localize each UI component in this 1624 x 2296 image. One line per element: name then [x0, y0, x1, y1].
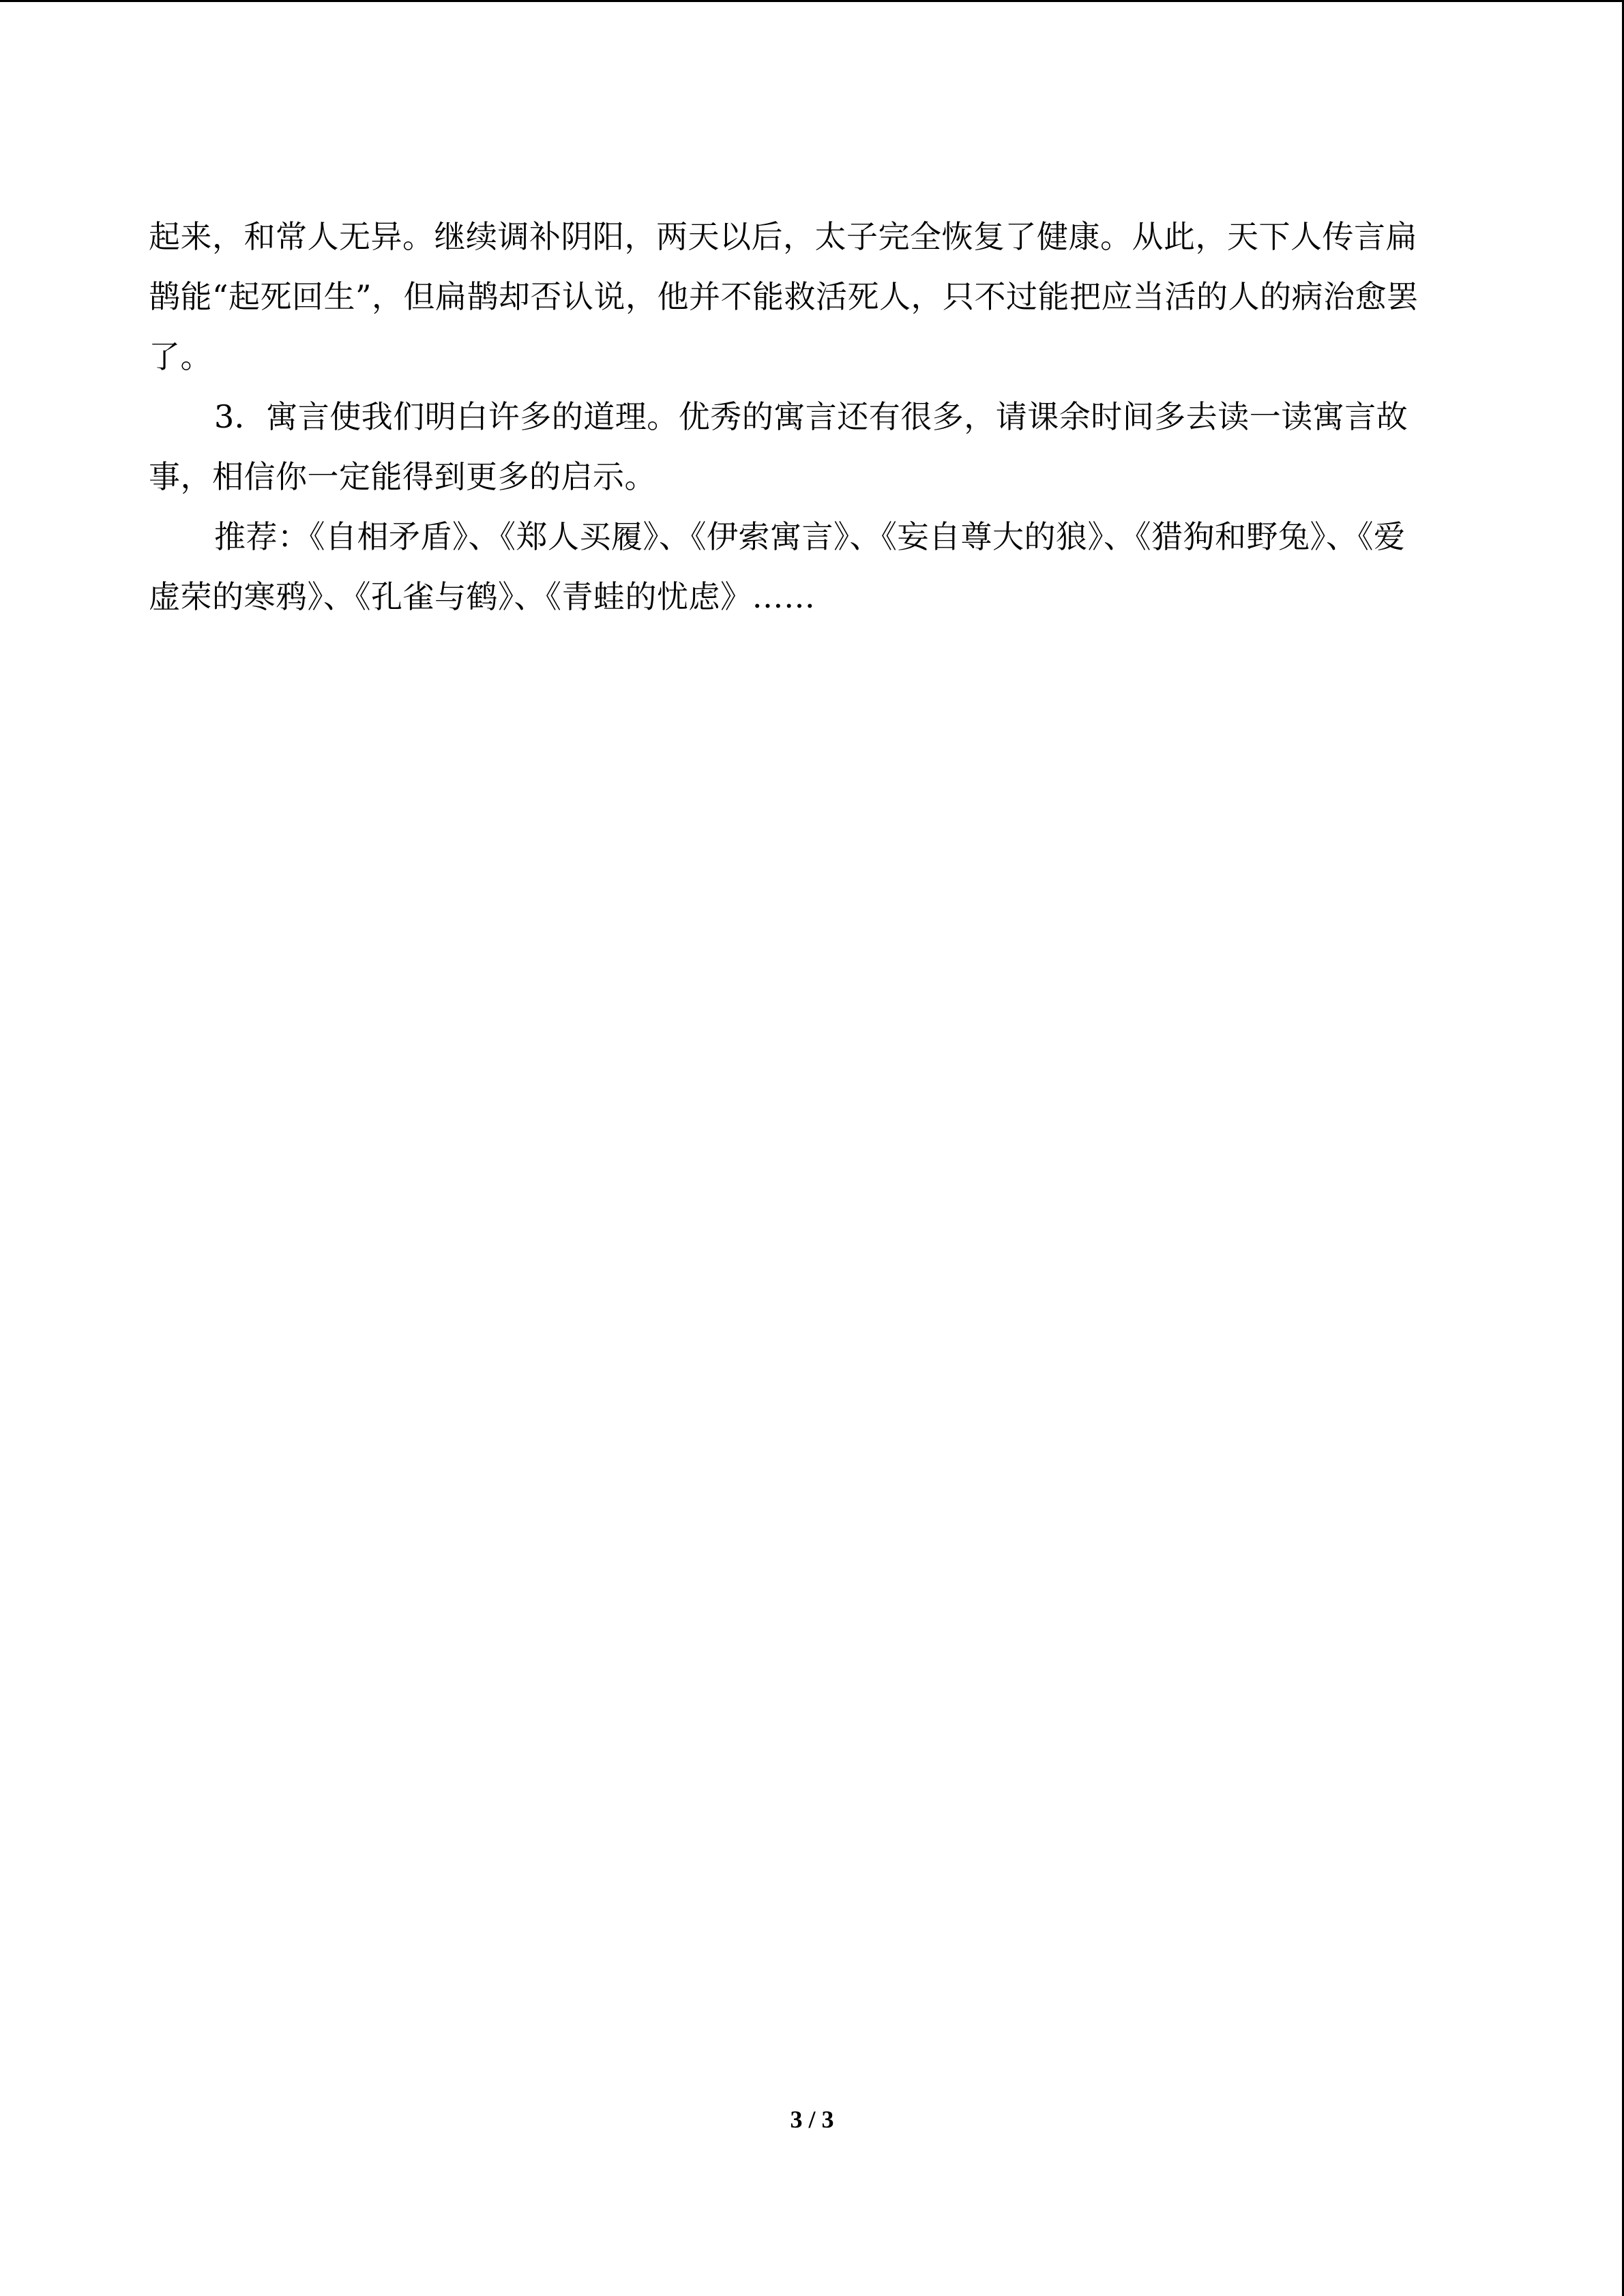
- page-number: 3 / 3: [790, 2106, 834, 2133]
- paragraph-line: 了。: [149, 338, 212, 375]
- paragraph-line: 鹊能“起死回生”，但扁鹊却否认说，他并不能救活死人，只不过能把应当活的人的病治愈罢: [149, 278, 1419, 315]
- paragraph-line: 起来，和常人无异。继续调补阴阳，两天以后，太子完全恢复了健康。从此，天下人传言扁: [149, 218, 1417, 255]
- document-body: [149, 207, 1475, 627]
- paragraph-line: 推荐：《自相矛盾》、《郑人买履》、《伊索寓言》、《妄自尊大的狼》、《猎狗和野兔》、《爱: [214, 518, 1406, 555]
- paragraph-line: 事，相信你一定能得到更多的启示。: [149, 458, 656, 495]
- paragraph-line: 虚荣的寒鸦》、《孔雀与鹤》、《青蛙的忧虑》……: [149, 578, 816, 615]
- paragraph-line: 3．寓言使我们明白许多的道理。优秀的寓言还有很多，请课余时间多去读一读寓言故: [214, 398, 1408, 435]
